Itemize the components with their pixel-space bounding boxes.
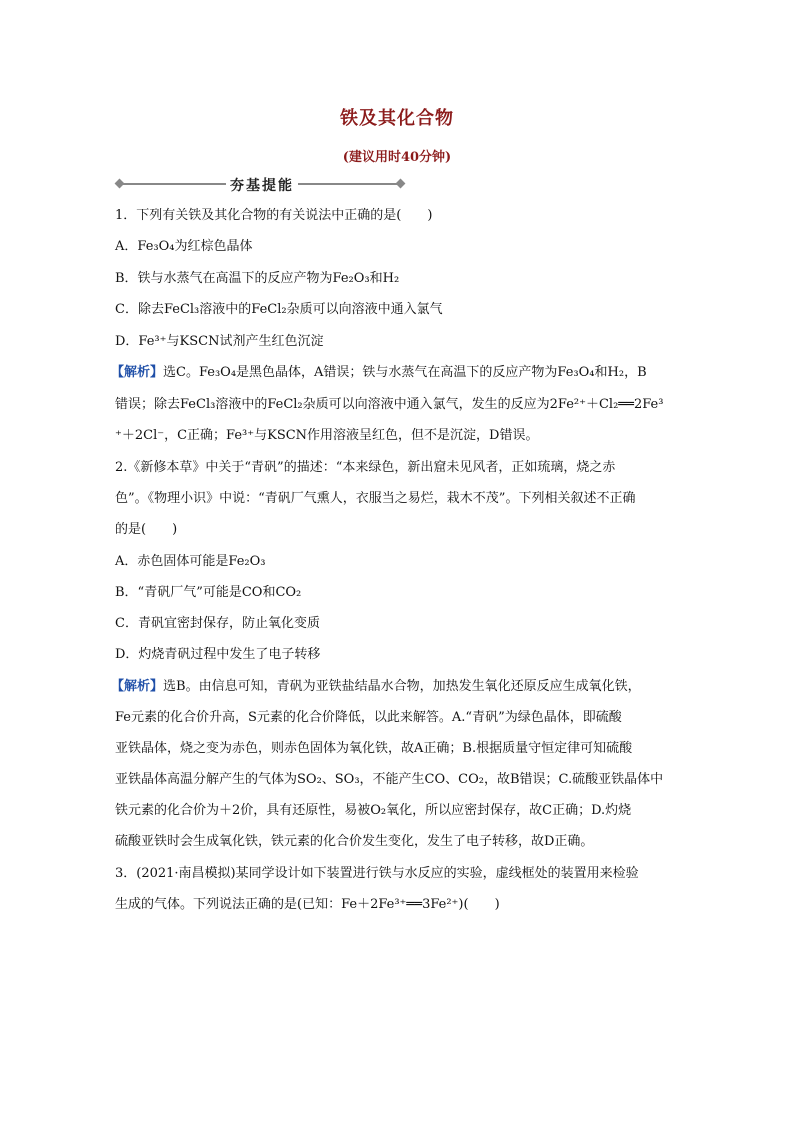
- q1-analysis-line-3: ⁺＋2Cl⁻，C正确；Fe³⁺与KSCN作用溶液呈红色，但不是沉淀，D错误。: [115, 428, 539, 443]
- q2-option-a: A．赤色固体可能是Fe₂O₃: [115, 554, 266, 569]
- q1-analysis-line-2: 错误；除去FeCl₃溶液中的FeCl₂杂质可以向溶液中通入氯气，发生的反应为2Fe²⁺＋Cl₂══2Fe³: [115, 397, 664, 412]
- q2-analysis-line-3: 亚铁晶体，烧之变为赤色，则赤色固体为氧化铁，故A正确；B.根据质量守恒定律可知硫酸: [115, 741, 633, 756]
- section-label: 夯基提能: [230, 178, 294, 194]
- q1-analysis-line-1: [111, 364, 647, 382]
- q1-option-b: B．铁与水蒸气在高温下的反应产物为Fe₂O₃和H₂: [115, 271, 400, 286]
- analysis-tag: 【解析】: [111, 365, 164, 380]
- divider-diamond-right: [396, 179, 406, 189]
- q1-option-d: D．Fe³⁺与KSCN试剂产生红色沉淀: [115, 334, 324, 349]
- q2-analysis-line-2: Fe元素的化合价升高，S元素的化合价降低，以此来解答。A.“青矾”为绿色晶体，即硫酸: [115, 710, 622, 725]
- q2-option-b: B．“青矾厂气”可能是CO和CO₂: [115, 585, 302, 600]
- q2-analysis-line-1: [111, 678, 641, 696]
- time-suggestion: (建议用时40分钟): [342, 150, 452, 165]
- q1-analysis-text-1: 选C。Fe₃O₄是黑色晶体，A错误；铁与水蒸气在高温下的反应产物为Fe₃O₄和H₂，B: [163, 365, 647, 380]
- q2-analysis-text-1: 选B。由信息可知，青矾为亚铁盐结晶水合物，加热发生氧化还原反应生成氧化铁，: [163, 679, 641, 694]
- q2-analysis-line-4: 亚铁晶体高温分解产生的气体为SO₂、SO₃，不能产生CO、CO₂，故B错误；C.硫酸亚铁晶体中: [115, 772, 664, 787]
- q2-stem-line-3: 的是( ): [115, 522, 178, 537]
- q1-option-c: C．除去FeCl₃溶液中的FeCl₂杂质可以向溶液中通入氯气: [115, 302, 443, 317]
- q2-stem-line-2: 色”。《物理小识》中说：“青矾厂气熏人，衣服当之易烂，栽木不茂”。下列相关叙述不正确: [115, 491, 636, 506]
- q3-stem-line-2: 生成的气体。下列说法正确的是(已知：Fe＋2Fe³⁺══3Fe²⁺)( ): [115, 897, 500, 912]
- page-title: 铁及其化合物: [340, 108, 454, 129]
- divider-line-left: [120, 183, 226, 185]
- q2-option-c: C．青矾宜密封保存，防止氧化变质: [115, 616, 320, 631]
- q3-stem-line-1: 3．(2021·南昌模拟)某同学设计如下装置进行铁与水反应的实验，虚线框处的装置用来检验: [115, 866, 639, 881]
- q2-option-d: D．灼烧青矾过程中发生了电子转移: [115, 647, 321, 662]
- analysis-tag: 【解析】: [111, 679, 164, 694]
- q1-stem: 1．下列有关铁及其化合物的有关说法中正确的是( ): [115, 208, 433, 223]
- q2-analysis-line-6: 硫酸亚铁时会生成氧化铁，铁元素的化合价发生变化，发生了电子转移，故D正确。: [115, 834, 594, 849]
- divider-line-right: [298, 183, 402, 185]
- q2-stem-line-1: 2.《新修本草》中关于“青矾”的描述：“本来绿色，新出窟未见风者，正如琉璃，烧之赤: [115, 460, 616, 475]
- q2-analysis-line-5: 铁元素的化合价为＋2价，具有还原性，易被O₂氧化，所以应密封保存，故C正确；D.灼烧: [115, 803, 632, 818]
- q1-option-a: A．Fe₃O₄为红棕色晶体: [115, 239, 253, 254]
- section-divider: [116, 175, 404, 193]
